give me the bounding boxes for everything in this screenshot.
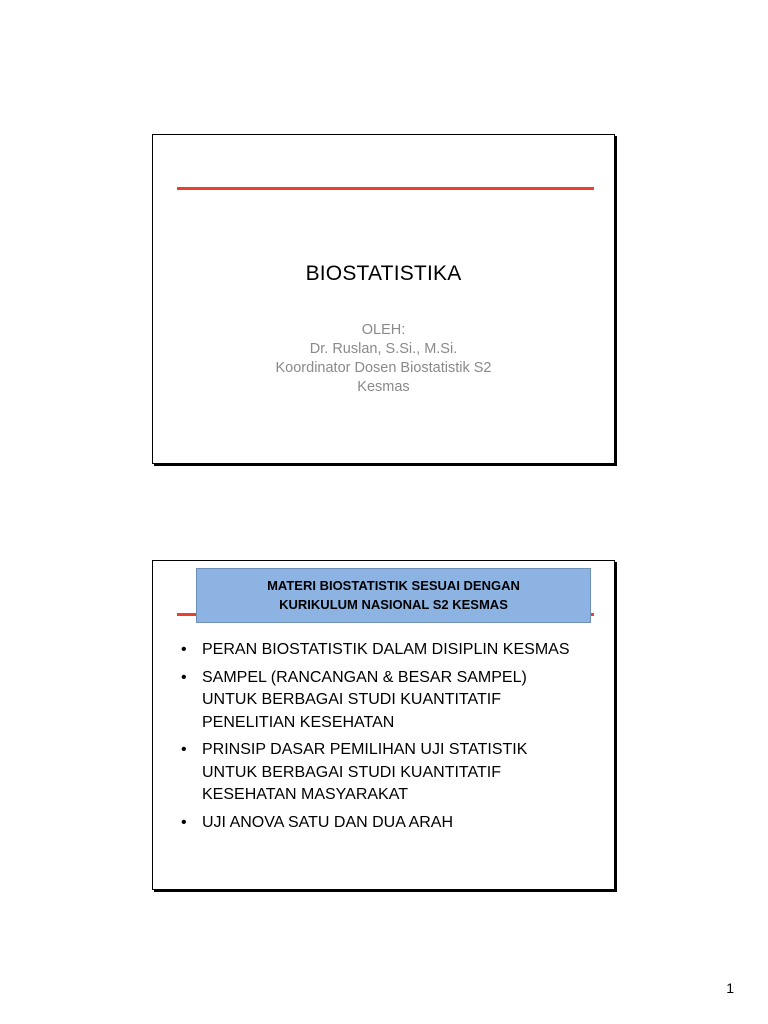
bullet-dot: • xyxy=(181,668,187,686)
subtitle-line: Koordinator Dosen Biostatistik S2 xyxy=(275,360,492,376)
slide-header-box xyxy=(196,568,591,623)
bullet-text: PERAN BIOSTATISTIK DALAM DISIPLIN KESMAS xyxy=(202,641,570,658)
bullet-text: UNTUK BERBAGAI STUDI KUANTITATIF xyxy=(202,763,501,781)
list-item xyxy=(181,739,604,807)
header-line: KURIKULUM NASIONAL S2 KESMAS xyxy=(279,597,508,612)
bullet-dot: • xyxy=(181,741,187,758)
bullet-text: PRINSIP DASAR PEMILIHAN UJI STATISTIK xyxy=(202,741,528,758)
subtitle-line: Dr. Ruslan, S.Si., M.Si. xyxy=(309,341,458,357)
slide-subtitle xyxy=(213,321,554,397)
bullet-dot: • xyxy=(181,641,187,658)
page-number: 1 xyxy=(726,980,734,996)
bullet-text: UNTUK BERBAGAI STUDI KUANTITATIF xyxy=(202,691,501,708)
list-item xyxy=(181,667,604,735)
bullet-text: PENELITIAN KESEHATAN xyxy=(202,713,395,731)
subtitle-line: OLEH: xyxy=(361,322,406,338)
bullet-text: KESEHATAN MASYARAKAT xyxy=(202,786,408,803)
slide-title: BIOSTATISTIKA xyxy=(305,262,462,285)
list-item xyxy=(181,639,604,662)
slide-2 xyxy=(152,560,615,890)
slide-1 xyxy=(152,134,615,464)
accent-rule xyxy=(177,187,594,190)
bullet-text: UJI ANOVA SATU DAN DUA ARAH xyxy=(202,813,454,831)
header-line: MATERI BIOSTATISTIK SESUAI DENGAN xyxy=(267,578,520,593)
list-item xyxy=(181,812,604,835)
bullet-text: SAMPEL (RANCANGAN & BESAR SAMPEL) xyxy=(202,668,527,686)
bullet-list xyxy=(181,639,604,839)
subtitle-line: Kesmas xyxy=(357,379,410,395)
bullet-dot: • xyxy=(181,813,187,831)
